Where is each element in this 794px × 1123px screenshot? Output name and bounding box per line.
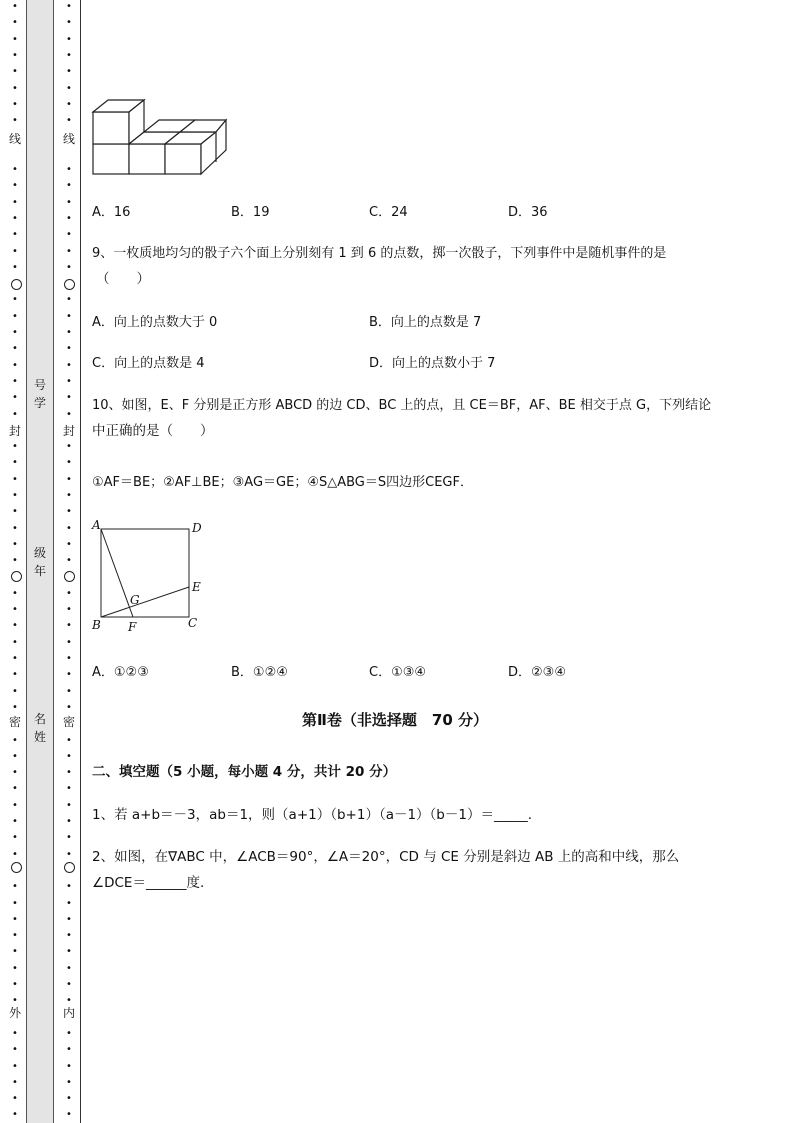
cut-dot: • — [66, 1093, 72, 1105]
cut-dot: • — [12, 49, 18, 61]
cut-dot: • — [66, 212, 72, 224]
cut-dot: • — [66, 245, 72, 257]
q9-option-c: C．向上的点数是 4 — [92, 356, 205, 371]
binding-hole-icon — [64, 571, 75, 582]
dotted-cut-line-right — [63, 0, 75, 1123]
cut-dot: • — [12, 816, 18, 827]
binding-hole-icon — [64, 279, 75, 290]
q9-stem-line1: 9、一枚质地均匀的骰子六个面上分别刻有 1 到 6 的点数，掷一次骰子，下列事件中是随机事件的是 — [92, 246, 667, 261]
cut-dot: • — [12, 685, 18, 697]
q8-option-b: B．19 — [231, 205, 270, 220]
cut-dot: • — [12, 979, 18, 990]
label-E: E — [192, 580, 201, 594]
cut-dot: • — [66, 229, 72, 241]
cut-dot: • — [12, 408, 18, 420]
cut-dot: • — [12, 506, 18, 518]
margin-label-right-1: 线 — [62, 132, 75, 146]
cut-dot: • — [66, 701, 72, 713]
cut-dot: • — [12, 294, 18, 306]
cut-dot: • — [12, 229, 18, 241]
label-A: A — [92, 518, 101, 532]
cut-dot: • — [12, 473, 18, 485]
cut-dot: • — [66, 196, 72, 208]
cut-dot: • — [12, 375, 18, 387]
label-B: B — [92, 618, 101, 632]
cut-dot: • — [12, 1076, 18, 1088]
cut-dot: • — [12, 17, 18, 29]
cut-dot: • — [12, 1093, 18, 1105]
cut-dot: • — [66, 17, 72, 29]
q10-conclusions: ①AF＝BE；②AF⊥BE；③AG＝GE；④S△ABG＝S四边形CEGF． — [92, 475, 473, 490]
cut-dot: • — [66, 848, 72, 860]
fill-question-2-line2: ∠DCE＝______度. — [92, 875, 205, 891]
cut-dot: • — [12, 1109, 18, 1121]
cut-dot: • — [66, 587, 72, 599]
cut-dot: • — [66, 750, 72, 762]
cut-dot: • — [66, 473, 72, 485]
cut-dot: • — [12, 1060, 18, 1072]
cut-dot: • — [66, 522, 72, 534]
cut-dot: • — [12, 522, 18, 534]
cut-dot: • — [66, 1109, 72, 1121]
cut-dot: • — [66, 375, 72, 387]
cut-dot: • — [66, 343, 72, 355]
cut-dot: • — [12, 441, 18, 453]
cut-dot: • — [66, 653, 72, 664]
label-G: G — [130, 593, 140, 607]
cut-dot: • — [66, 82, 72, 94]
cut-dot: • — [66, 783, 72, 795]
section2-title: 二、填空题（5 小题，每小题 4 分，共计 20 分） — [92, 764, 397, 780]
cut-dot: • — [66, 490, 72, 501]
cut-dot: • — [66, 685, 72, 697]
cut-dot: • — [12, 343, 18, 355]
part2-title: 第Ⅱ卷（非选择题 70 分） — [302, 711, 488, 729]
cut-dot: • — [66, 408, 72, 420]
cut-dot: • — [12, 848, 18, 860]
name-label: 名 姓 — [33, 712, 46, 744]
cut-dot: • — [12, 799, 18, 811]
cut-dot: • — [66, 1, 72, 12]
cut-dot: • — [66, 310, 72, 322]
margin-label-left-2: 封 — [8, 424, 21, 438]
cut-dot: • — [12, 1027, 18, 1039]
cut-dot: • — [12, 653, 18, 664]
margin-label-right-3: 密 — [62, 715, 75, 729]
margin-label-left-3: 密 — [8, 715, 21, 729]
cut-dot: • — [12, 310, 18, 322]
cut-dot: • — [66, 441, 72, 453]
cut-dot: • — [66, 636, 72, 648]
cut-dot: • — [12, 457, 18, 469]
cut-dot: • — [12, 767, 18, 779]
cut-dot: • — [12, 392, 18, 404]
cut-dot: • — [66, 555, 72, 567]
cut-dot: • — [66, 1060, 72, 1072]
cut-dot: • — [12, 327, 18, 338]
cut-dot: • — [66, 538, 72, 550]
cut-dot: • — [12, 212, 18, 224]
q8-option-c: C．24 — [369, 205, 408, 220]
cut-dot: • — [66, 261, 72, 273]
cut-dot: • — [66, 506, 72, 518]
cut-dot: • — [66, 995, 72, 1007]
cut-dot: • — [66, 1044, 72, 1056]
grade-label: 级 年 — [33, 546, 46, 578]
cut-dot: • — [12, 82, 18, 94]
cut-dot: • — [12, 701, 18, 713]
q10-stem-line2: 中正确的是（ ） — [92, 423, 214, 439]
cut-dot: • — [66, 1076, 72, 1088]
cut-dot: • — [12, 897, 18, 909]
cut-dot: • — [66, 962, 72, 974]
cut-dot: • — [66, 832, 72, 844]
margin-divider-line — [80, 0, 81, 1123]
binding-hole-icon — [64, 862, 75, 873]
cut-dot: • — [12, 66, 18, 78]
cut-dot: • — [66, 620, 72, 632]
cut-dot: • — [66, 49, 72, 61]
cut-dot: • — [66, 327, 72, 338]
binding-hole-icon — [11, 862, 22, 873]
cut-dot: • — [12, 555, 18, 567]
cut-dot: • — [66, 1027, 72, 1039]
q9-option-a: A．向上的点数大于 0 — [92, 315, 218, 330]
margin-label-left-4: 外 — [8, 1006, 21, 1020]
q9-option-b: B．向上的点数是 7 — [369, 315, 482, 330]
cut-dot: • — [12, 33, 18, 45]
cut-dot: • — [12, 1044, 18, 1056]
dotted-cut-line-left — [9, 0, 21, 1123]
label-C: C — [188, 616, 198, 630]
cut-dot: • — [12, 180, 18, 192]
q9-stem-line2: （ ） — [96, 271, 150, 287]
cut-dot: • — [12, 490, 18, 501]
cut-dot: • — [12, 538, 18, 550]
cut-dot: • — [12, 620, 18, 632]
binding-margin — [0, 0, 82, 1123]
margin-label-left-1: 线 — [8, 132, 21, 146]
cut-dot: • — [66, 767, 72, 779]
cut-dot: • — [12, 1, 18, 12]
label-D: D — [192, 521, 202, 535]
cut-dot: • — [12, 164, 18, 175]
label-F: F — [128, 620, 137, 634]
q10-option-c: C．①③④ — [369, 665, 427, 680]
q9-option-d: D．向上的点数小于 7 — [369, 356, 496, 371]
cut-dot: • — [12, 962, 18, 974]
cut-dot: • — [66, 946, 72, 958]
cut-dot: • — [66, 164, 72, 175]
cut-dot: • — [12, 604, 18, 616]
cut-dot: • — [12, 930, 18, 942]
cut-dot: • — [66, 180, 72, 192]
cut-dot: • — [66, 66, 72, 78]
binding-hole-icon — [11, 279, 22, 290]
binding-hole-icon — [11, 571, 22, 582]
cut-dot: • — [12, 587, 18, 599]
cut-dot: • — [12, 261, 18, 273]
cut-dot: • — [12, 98, 18, 110]
q10-option-d: D．②③④ — [508, 665, 566, 680]
cut-dot: • — [12, 196, 18, 208]
cut-dot: • — [12, 946, 18, 958]
fill-question-2-line1: 2、如图，在∇ABC 中，∠ACB＝90°，∠A＝20°，CD 与 CE 分别是斜边 AB 上的高和中线，那么 — [92, 849, 680, 865]
cut-dot: • — [66, 359, 72, 371]
cut-dot: • — [66, 913, 72, 925]
cut-dot: • — [66, 604, 72, 616]
cut-dot: • — [66, 979, 72, 990]
cut-dot: • — [66, 897, 72, 909]
cut-dot: • — [12, 832, 18, 844]
q10-option-a: A．①②③ — [92, 665, 149, 680]
cut-dot: • — [66, 799, 72, 811]
q8-option-d: D．36 — [508, 205, 548, 220]
cut-dot: • — [66, 294, 72, 306]
student-id-label: 号 学 — [33, 378, 46, 410]
cut-dot: • — [12, 636, 18, 648]
cube-stack-figure — [90, 98, 230, 178]
cut-dot: • — [12, 913, 18, 925]
cut-dot: • — [66, 115, 72, 127]
cut-dot: • — [12, 995, 18, 1007]
cut-dot: • — [12, 669, 18, 681]
cut-dot: • — [12, 750, 18, 762]
cut-dot: • — [66, 98, 72, 110]
margin-label-right-4: 内 — [62, 1006, 75, 1020]
cut-dot: • — [12, 115, 18, 127]
q8-option-a: A．16 — [92, 205, 131, 220]
cut-dot: • — [66, 33, 72, 45]
margin-label-right-2: 封 — [62, 424, 75, 438]
fill-question-1: 1、若 a+b＝－3，ab＝1，则（a+1）（b+1）（a－1）（b－1）＝_____. — [92, 807, 533, 823]
cut-dot: • — [12, 245, 18, 257]
cut-dot: • — [12, 734, 18, 746]
cut-dot: • — [12, 881, 18, 893]
cut-dot: • — [66, 930, 72, 942]
q10-option-b: B．①②④ — [231, 665, 288, 680]
cut-dot: • — [66, 816, 72, 827]
cut-dot: • — [66, 734, 72, 746]
cut-dot: • — [12, 359, 18, 371]
cut-dot: • — [12, 783, 18, 795]
square-abcd-figure — [88, 516, 208, 636]
cut-dot: • — [66, 392, 72, 404]
cut-dot: • — [66, 457, 72, 469]
q10-stem-line1: 10、如图，E、F 分别是正方形 ABCD 的边 CD、BC 上的点，且 CE＝BF，AF、BE 相交于点 G，下列结论 — [92, 398, 712, 413]
cut-dot: • — [66, 881, 72, 893]
cut-dot: • — [66, 669, 72, 681]
